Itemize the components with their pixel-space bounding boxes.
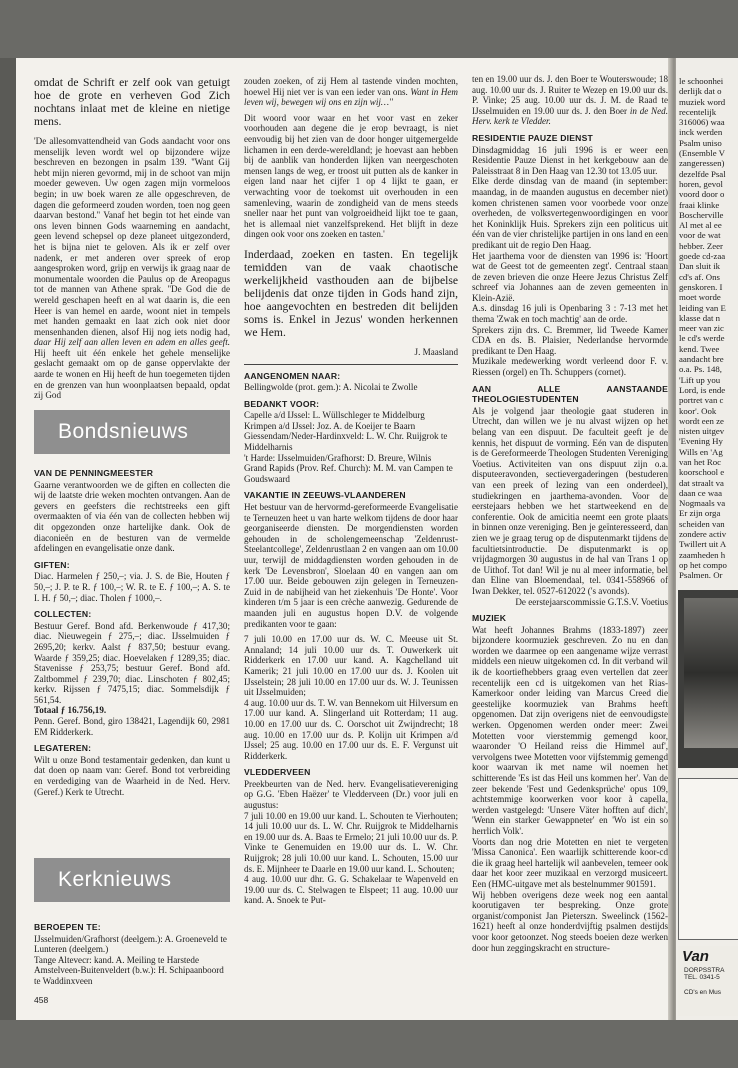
theologiestudenten-text: Als je volgend jaar theologie gaat studeren in Utrecht, dan willen we je nu alvast wijzen op het belang van een dispuut. De faculteit geeft je de kennis, het dispuut de vorming. Eén van de disputen is de Gereformeerde Theologen Studenten Vereniging Voetius. Activiteiten van ons dispuut zijn o.a. disputeeravonden, sectievergaderingen (bestuderen van een preek of lezing van een onderdeel), studiekringen en jaarthema-avonden. Voor de eerstejaars hebben we het startweekend en de conferentie. Ook de amicitia neemt een grote plaats in binnen onze vereniging. Ben je geïnteresseerd, dan zien we je graag terug op de disputenmarkt tijdens de facultietsintroductie. De disputenmarkt is op vrijdagmorgen 30 augustus in de hal van Trans 1 op de Uithof. Tot dan! Wil je nu al meer informatie, bel dan Eline van Bloemendaal, tel. 0341-558966 of Iwan Dekker, tel. 0527-612022 ('s avonds).: [472, 405, 668, 596]
heading-vledderveen: VLEDDERVEEN: [244, 767, 311, 778]
kerknieuws-banner: Kerknieuws: [34, 858, 230, 902]
photo-content: [684, 598, 738, 748]
pauze-text-1: Dinsdagmiddag 16 juli 1996 is er weer een Residentie Pauze Dienst in het kerkgebouw aan de Paleisstraat 8 in Den Haag van 12.30 tot 13.05 uur.: [472, 144, 668, 176]
heading-beroepen: BEROEPEN TE:: [34, 922, 101, 932]
store-address: DORPSSTRA: [684, 967, 725, 974]
facing-page-line: zondere activ: [679, 529, 727, 540]
facing-page-line: zangeressen): [679, 158, 725, 169]
facing-page-line: Dan sluit ik: [679, 261, 721, 272]
text-run: zouden zoeken, of zij Hem al tastende vinden mochten, hoewel Hij niet ver is van een ieder van ons.: [244, 76, 458, 97]
facing-page-line: genskoren. I: [679, 281, 723, 292]
facing-page-line: voor de wat: [679, 230, 721, 241]
heading-giften: GIFTEN:: [34, 559, 70, 570]
facing-page-line: scheiden van: [679, 518, 725, 529]
kerknieuws-section: [34, 916, 230, 992]
pauze-text-4: A.s. dinsdag 16 juli is Openbaring 3 : 7-13 met het thema 'Zwak en toch machtig' aan de orde. Sprekers zijn drs. C. Bremmer, lid Tweede Kamer CDA en ds. B. Plaisier, Nederlandse hervormde predikant te Den Haag. Muzikale medewerking wordt verleend door F. v. Riessen (orgel) en Th. Schuppers (cornet).: [472, 303, 668, 378]
facing-page-line: voord door o: [679, 189, 725, 200]
store-slogan: CD's en Mus: [684, 989, 722, 996]
facing-page-line: kend. Twee: [679, 343, 720, 354]
vledderveen-continued: [472, 74, 668, 127]
heading-pauze-dienst: RESIDENTIE PAUZE DIENST: [472, 132, 593, 143]
scan-background-bottom: [0, 1020, 738, 1068]
muziek-text-2: Voorts dan nog drie Motetten en niet te vergeten 'Missa Canonica'. Een waarlijk schitterende koor-cd die ik graag heel hartelijk wil aanbevelen, temeer ook daar het koor zeer muzikaal en verzorgd musiceert. Een (HMC-uitgave met als bestelnummer 901591.: [472, 836, 668, 889]
lead-paragraph: omdat de Schrift er zelf ook van getuigt hoe de grote en verheven God Zich nochtans inlaat met de kleine en nietige mens.: [34, 76, 230, 128]
author-signature: J. Maasland: [414, 346, 458, 357]
scan-background-top: [0, 0, 738, 58]
facing-page-line: Lord, is ende: [679, 384, 726, 395]
store-ad: [678, 946, 738, 1016]
column-middle: [244, 76, 458, 911]
column-right: [472, 74, 668, 958]
vakantie-schedule: 7 juli 10.00 en 17.00 uur ds. W. C. Meeuse uit St. Annaland; 14 juli 10.00 uur ds. T. Ouwerkerk uit Ridderkerk en 17.00 uur kand. A. Kagchelland uit Kamerik; 21 juli 10.00 en 17.00 uur ds. J. Koolen uit IJsselstein; 28 juli 10.00 en 17.00 uur ds. W. J. Teunissen uit IJsselmuiden; 4 aug. 10.00 uur ds. T. W. van Bennekom uit Hilversum en 17.00 uur kand. A. Slingerland uit Rotterdam; 11 aug. 10.00 en 17.00 uur ds. C. Oorschot uit Zwijndrecht; 18 aug. 10.00 en 17.00 uur ds. P. Kolijn uit Krimpen a/d IJssel; 25 aug. 10.00 en 17.00 uur ds. E. F. Vergunst uit Ridderkerk.: [244, 634, 458, 761]
facing-page-line: daan ce waa: [679, 487, 722, 498]
muziek-text-3: Wij hebben overigens deze week nog een aantal koorutigaven ter bespreking. Onze grote organist/componist Jan Pieterszn. Sweelinck (1562-1621) heeft al onze honderdvijftig psalmen destijds voor koor getoonzet. Nog steeds boeien deze werken door hun zeggingskracht en structure-: [472, 889, 668, 953]
bondsnieuws-section: [34, 462, 230, 802]
facing-page-line: Al met al ee: [679, 220, 722, 231]
collecten-text: Bestuur Geref. Bond afd. Berkenwoude ƒ 417,30; diac. Nieuwegein ƒ 275,–; diac. IJsselmuiden ƒ 2695,20; kerkv. Aalst ƒ 837,50; bestuur evang. Waarde ƒ 359,25; diac. Hoevelaken ƒ 1289,35; diac. Stavenisse ƒ 253,75; bestuur Geref. Bond afd. Zaltbommel ƒ 239,70; diac. Linschoten ƒ 802,45; kerkv. Rijssen ƒ 7475,15; diac. Sommelsdijk ƒ 561,54.: [34, 620, 230, 705]
facing-page-line: Wills en 'Ag: [679, 446, 723, 457]
italic-quote: Want in Hem leven wij, bewegen wij ons en zijn wij…'': [244, 86, 459, 108]
column-left: [34, 76, 230, 406]
facing-page-line: aandacht bre: [679, 354, 724, 365]
facing-page-line: 316006) waa: [679, 117, 725, 128]
totaal-text: Totaal ƒ 16.756,19.: [34, 705, 107, 716]
facing-page-line: muziek word: [679, 96, 726, 107]
facing-page-line: 'Evening Hy: [679, 436, 723, 447]
facing-page-line: hebber. Zeer: [679, 240, 723, 251]
facing-page-line: koorschool e: [679, 467, 725, 478]
facing-page-line: recentelijk: [679, 106, 717, 117]
page-number: 458: [34, 995, 49, 1005]
facing-page-line: portret van c: [679, 395, 724, 406]
facing-page-line: cd's af. Ons: [679, 271, 720, 282]
facing-page-line: horen, gevol: [679, 178, 723, 189]
facing-page-line: le cd's werde: [679, 333, 725, 344]
facing-page-line: zaamheden h: [679, 549, 726, 560]
facing-page: [676, 58, 738, 1020]
facing-page-line: fraai klinke: [679, 199, 720, 210]
facing-page-line: wordt een ze: [679, 415, 724, 426]
pauze-text-2: Elke derde dinsdag van de maand (in september: maandag, in de maanden augustus en december niet) komen christenen samen voor voorbede voor onze overheden, de volksvertegenwoordigingen en voor het Koninklijk Huis. Sprekers zijn een politicus uit één van de vier christelijke partijen in ons land en een predikant uit de regio Den Haag.: [472, 176, 668, 250]
heading-theologiestudenten: AAN ALLE AANSTAANDE THEOLOGIESTUDENTEN: [472, 383, 668, 405]
heading-collecten: COLLECTEN:: [34, 609, 92, 620]
facing-page-line: derlijk dat o: [679, 86, 722, 97]
meditation-paragraph-2: Dit woord voor waar en het voor vast en zeker voorhouden aan degene die je erop bevraagt, is niet eenvoudig bij het zien van de door honger uitgemergelde lichamen in een derde-wereldland; je hoevast aan hebben bij de aanblik van honderden lijken van neergeschoten mensen langs de weg, er troost uit putten als de kanker in eigen land naar het cijfer 1 op 4 lijkt te gaan, er verwachting voor de toekomst uit overhouden in een samenleving, waarin de zondigheid van de mens steeds sneller naar het punt van volgroeidheid lijkt toe te gaan, het is allemaal niet vanzelfsprekend. Het blijft in deze dingen ook voor ons zoeken en tasten.': [244, 112, 458, 240]
heading-vakantie: VAKANTIE IN ZEEUWS-VLAANDEREN: [244, 490, 406, 501]
facing-page-line: dat straalt va: [679, 477, 724, 488]
facing-page-line: nisten uitgev: [679, 426, 725, 437]
facing-page-line: klasse dat n: [679, 312, 721, 323]
facing-page-line: Twillert uit A: [679, 539, 727, 550]
facing-page-text: [679, 76, 738, 581]
beroepen-text: IJsselmuiden/Grafhorst (deelgem.): A. Groeneveld te Lunteren (deelgem.) Tange Altevecr: kand. A. Meiling te Harstede Amstelveen-Buitenveldert (b.w.): H. Schipaanboord te Waddinxveen: [34, 933, 227, 986]
facing-page-line: o.a. Ps. 148,: [679, 364, 723, 375]
voetius-signature: De eerstejaarscommissie G.T.S.V. Voetius: [515, 596, 668, 607]
facing-page-line: koor'. Ook: [679, 405, 717, 416]
facing-page-line: Psalm uniso: [679, 137, 722, 148]
italic-note: in de Ned. Herv. kerk te Vledder.: [472, 105, 668, 127]
heading-bedankt: BEDANKT VOOR:: [244, 398, 320, 409]
store-logo: Van: [682, 948, 709, 965]
heading-aangenomen: AANGENOMEN NAAR:: [244, 370, 341, 381]
legateren-text: Wilt u onze Bond testamentair gedenken, dan kunt u dat doen op naam van: Geref. Bond tot verbreiding en verdediging van de Waarheid in de Ned. Herv. (Geref.) Kerk te Utrecht.: [34, 754, 230, 797]
facing-page-line: Nogmaals va: [679, 498, 726, 509]
vledderveen-text: Preekbeurten van de Ned. herv. Evangelisatievereniging op G.G. 'Eben Haëzer' te Vledderveen (Dr.) voor juli en augustus: 7 juli 10.00 en 19.00 uur kand. L. Schouten te Vierhouten; 14 juli 10.00 uur ds. L. W. Chr. Ruijgrok te Middelharnis en 19.00 uur ds. A. Baas te Ermelo; 21 juli 10.00 uur ds. P. Vinke te Genemuiden en 19.00 uur ds. L. W. Chr. Ruijgrok; 28 juli 10.00 uur kand. L. Schouten, 15.00 uur ds. E. Mijnheer te Daarle en 19.00 uur kand. L. Schouten; 4 aug. 10.00 uur dhr. G. G. Schakelaar te Wapenveld en 19.00 uur ds. C. Stelwagen te Elspeet; 11 aug. 10.00 uur kand. A. Snoek te Put-: [244, 778, 458, 906]
facing-page-line: le schoonhei: [679, 76, 724, 86]
boxed-ad: [678, 778, 738, 940]
magazine-page: [16, 58, 670, 1020]
facing-page-line: van het Roc: [679, 456, 722, 467]
facing-page-line: (Ensemble V: [679, 148, 726, 159]
facing-page-line: Boscherville: [679, 209, 724, 220]
heading-muziek: MUZIEK: [472, 613, 507, 624]
pauze-text-3: Het jaarthema voor de diensten van 1996 is: 'Hoort wat de Geest tot de gemeenten zegt'. Centraal staan de zeven brieven die onze Heere Jezus Christus Zelf schreef via Johannes aan de zeven gemeenten in Klein-Azië.: [472, 250, 668, 303]
penningmeester-text: Gaarne verantwoorden we de giften en collecten die wij de laatste drie weken mochten ontvangen. Aan de gevers en geefsters die rechtstreeks een gift overmaakten of via één van de collecten hebben wij dit opgezonden onze hartelijke dank. Ook de diaconieën en de besturen van de vermelde afdelingen en evangelisatie onze dank.: [34, 479, 230, 554]
vakantie-text: Het bestuur van de hervormd-gereformeerde Evangelisatie te Terneuzen heet u van harte welkom tijdens de door haar georganiseerde diensten. De morgendiensten worden gehouden in de scholengemeenschap 'Zeldenrust-Steelantcollege', Zeldenrustlaan 2 en vangen aan om 10.00 uur, terwijl de middagdiensten worden gehouden in de kerk 'De Levensbron', Sloelaan 40 en vangen aan om 17.00 uur. Beide gebouwen zijn gelegen in Terneuzen-Zuid in de nabijheid van het ziekenhuis 'De Honte'. Voor kinderen t/m 5 jaar is een crèche aanwezig. Gedurende de maanden juli en augustus hopen D.V. de volgende predikanten voor te gaan:: [244, 502, 458, 629]
photo: [678, 590, 738, 768]
heading-penningmeester: VAN DE PENNINGMEESTER: [34, 468, 154, 478]
aangenomen-text: Bellingwolde (prot. gem.): A. Nicolai te Zwolle: [244, 382, 418, 393]
address-text: Penn. Geref. Bond, giro 138421, Lagendijk 60, 2981 EM Ridderkerk.: [34, 716, 230, 737]
italic-quote: daar Hij zelf aan allen leven en adem en alles geeft.: [34, 337, 230, 348]
meditation-paragraph: [34, 136, 230, 401]
muziek-text-1: Wat heeft Johannes Brahms (1833-1897) zeer bijzondere koormuziek geschreven. Zo nu en dan worden we daarmee op een aangename wijze verrast middels een nieuw uitgekomen cd. In dit verband wil ik de koortiefhebbers graag even vertellen dat zeer recentelijk een cd is uitgekomen van het Rias-Kamerkoor onder leiding van Marcus Creed die geestelijke koormuziek van Brahms heeft opgenomen. Dat zijn overigens niet de eenvoudigste werken. Opgenomen werden onder meer: Zwei Motetten voor vierstemmig gemengd koor, waaronder 'O Heiland reiss die Himmel auf', vervolgens twee Motetten voor vijfstemmig gemengd koor waarvan ik met name wil noemen het schitterende 'Es ist das Heil uns kommen her'. Van de zeer bekende 'Fest und Gedenksprüche' opus 109, achtstemmige koorwerken voor koor à capella, werden vastgelegd: 'Unsere Väter hofften auf dich', 'Wenn ein starker Gewappneter' en 'Wo ist ein so herrlich Volk'.: [472, 624, 668, 836]
text-run: Hij heeft uit één enkele het gehele menselijke geslacht gemaakt om op de ganse oppervlakte der aarde te wonen en Hij heeft de hun toegemeten tijden en de grenzen van hun woonplaatsen bepaald, opdat zij God: [34, 347, 230, 401]
facing-page-line: op het compo: [679, 559, 727, 570]
giften-text: Diac. Harmelen ƒ 250,–; via. J. S. de Bie, Houten ƒ 50,–; J. P. te R. ƒ 100,–; W. R. te E. ƒ 100,–; A. S. te I. H. ƒ 50,–; diac. Tholen ƒ 1000,–.: [34, 571, 230, 603]
bedankt-text: Capelle a/d IJssel: L. Wüllschleger te Middelburg Krimpen a/d IJssel: Joz. A. de Koeijer te Baarn Giessendam/Neder-Hardinxveld: L. W. Chr. Ruijgrok te Middelharnis 't Harde: IJsselmuiden/Grafhorst: D. Breure, Wilnis Grand Rapids (Prov. Ref. Church): M. M. van Campen te Goudswaard: [244, 410, 453, 484]
facing-page-line: goede cd-zaa: [679, 251, 726, 262]
closing-paragraph: Inderdaad, zoeken en tasten. En tegelijk temidden van de vaak chaotische werkelijkheid vasthouden aan de bijbelse belijdenis dat onze tijden in Gods hand zijn, hoe aangevochten en bestreden dit belijden soms is. Enkel in Jezus' wonden herkennen we Hem.: [244, 247, 458, 339]
facing-page-line: inck werden: [679, 127, 723, 138]
meditation-continued: [244, 76, 458, 108]
text-run: 'De allesomvattendheid van Gods aandacht voor ons menselijk leven wordt wel op bijzondere wijze beschreven en bezongen in psalm 139. ''Want Gij hebt mijn nieren gevormd, mij in de schoot van mijn moeder geweven. Uw ogen zagen mijn vormeloos begin; in uw boek waren ze alle opgeschreven, de dagen die geformeerd zouden worden, toen nog geen daarvan bestond.'' Vanaf het begin tot het einde van ons leven binnen Gods waarneming en aandacht, geen levend schepsel op deze planeet uitgezonderd, het is bijna niet te geloven. Als ik er zelf over nadenk, er met anderen over spreek of erop aangesproken word, grijp en verwijs ik graag naar de monumentale woorden die Paulus op de Areopagus tot de mannen van Athene sprak. ''De God die de wereld geschapen heeft en al wat daarin is, die een Heer is van hemel en aarde, woont niet in tempels met handen gemaakt en laat zich ook niet door mensenhanden dienen, alsof Hij nog iets nodig had,: [34, 136, 230, 337]
facing-page-line: meer van zic: [679, 323, 724, 334]
bondsnieuws-banner: Bondsnieuws: [34, 410, 230, 454]
store-phone: TEL. 0341-5: [684, 974, 720, 981]
divider: [244, 364, 458, 365]
facing-page-line: dezelfde Psal: [679, 168, 726, 179]
facing-page-line: leiding van E: [679, 302, 726, 313]
facing-page-line: 'Lift up you: [679, 374, 721, 385]
text-run: ten en 19.00 uur ds. J. den Boer te Wouterswoude; 18 aug. 10.00 uur ds. J. Ruiter te Wezep en 19.00 uur ds. P. Vinke; 25 aug. 10.00 uur ds. J. M. de Raad te IJsselmuiden en 19.00 uur ds. J. den Boer: [472, 74, 668, 116]
facing-page-line: Er zijn orga: [679, 508, 721, 519]
facing-page-line: Psalmen. Or: [679, 570, 723, 581]
facing-page-line: moet worde: [679, 292, 721, 303]
heading-legateren: LEGATEREN:: [34, 743, 92, 754]
